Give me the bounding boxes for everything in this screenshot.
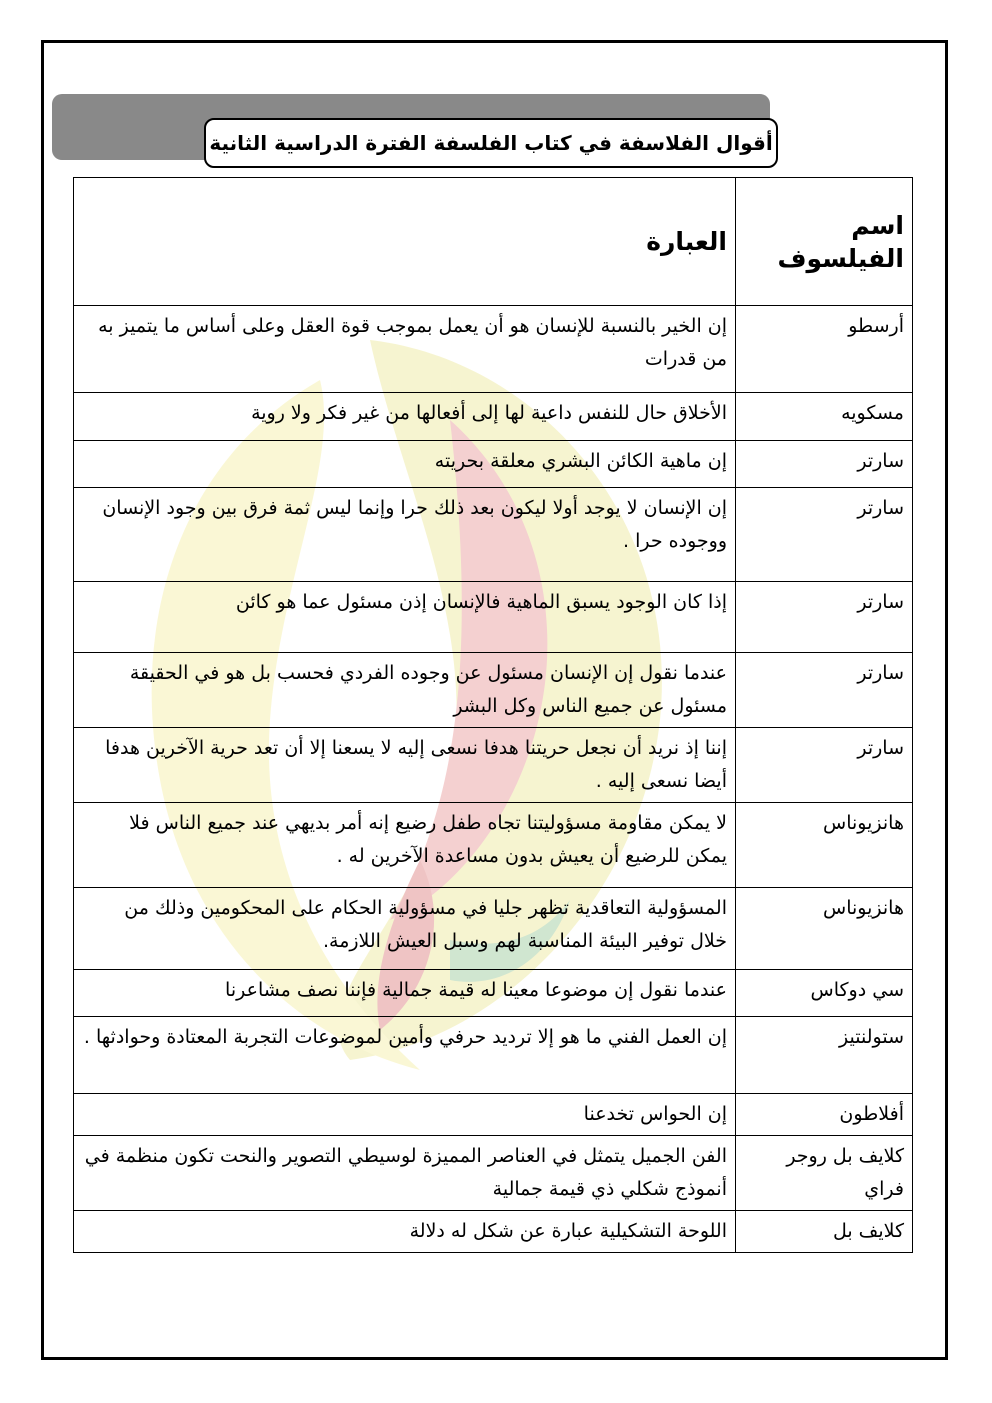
table-row [74, 488, 913, 582]
table-row [74, 441, 913, 488]
quote-text: عندما نقول إن الإنسان مسئول عن وجوده الفردي فحسب بل هو في الحقيقة مسئول عن جميع الناس وكل البشر [74, 653, 736, 728]
quote-text: إذا كان الوجود يسبق الماهية فالإنسان إذن مسئول عما هو كائن [74, 582, 736, 653]
quote-text: عندما نقول إن موضوعا معينا له قيمة جمالية فإننا نصف مشاعرنا [74, 970, 736, 1017]
quote-text: إننا إذ نريد أن نجعل حريتنا هدفا نسعى إليه لا يسعنا إلا أن تعد حرية الآخرين هدفا أيضا نسعى إليه . [74, 728, 736, 803]
page-title: أقوال الفلاسفة في كتاب الفلسفة الفترة الدراسية الثانية [204, 118, 778, 168]
philosopher-name: سارتر [736, 728, 913, 803]
philosopher-name: أرسطو [736, 306, 913, 393]
table-row [74, 393, 913, 441]
table-row [74, 1136, 913, 1211]
header-quote: العبارة [74, 178, 736, 306]
quote-text: إن ماهية الكائن البشري معلقة بحريته [74, 441, 736, 488]
table-row [74, 1017, 913, 1094]
table-row [74, 888, 913, 970]
philosopher-name: كلايف بل روجر فراي [736, 1136, 913, 1211]
philosopher-name: ستولنتيز [736, 1017, 913, 1094]
quote-text: اللوحة التشكيلية عبارة عن شكل له دلالة [74, 1211, 736, 1253]
quote-text: الأخلاق حال للنفس داعية لها إلى أفعالها من غير فكر ولا روية [74, 393, 736, 441]
quote-text: الفن الجميل يتمثل في العناصر المميزة لوسيطي التصوير والنحت تكون منظمة في أنموذج شكلي ذي قيمة جمالية [74, 1136, 736, 1211]
quote-text: لا يمكن مقاومة مسؤوليتنا تجاه طفل رضيع إنه أمر بديهي عند جميع الناس فلا يمكن للرضيع أن يعيش بدون مساعدة الآخرين له . [74, 803, 736, 888]
quote-text: إن الإنسان لا يوجد أولا ليكون بعد ذلك حرا وإنما ليس ثمة فرق بين وجود الإنسان ووجوده حرا . [74, 488, 736, 582]
quotes-table [73, 177, 913, 1253]
philosopher-name: سارتر [736, 653, 913, 728]
philosopher-name: كلايف بل [736, 1211, 913, 1253]
table-row [74, 970, 913, 1017]
table-row [74, 306, 913, 393]
quote-text: إن العمل الفني ما هو إلا ترديد حرفي وأمين لموضوعات التجربة المعتادة وحوادثها . [74, 1017, 736, 1094]
quote-text: إن الخير بالنسبة للإنسان هو أن يعمل بموجب قوة العقل وعلى أساس ما يتميز به من قدرات [74, 306, 736, 393]
table-row [74, 803, 913, 888]
philosopher-name: سي دوكاس [736, 970, 913, 1017]
table-row [74, 653, 913, 728]
table-row [74, 1094, 913, 1136]
philosopher-name: هانزيوناس [736, 803, 913, 888]
philosopher-name: أفلاطون [736, 1094, 913, 1136]
table-row [74, 582, 913, 653]
quote-text: المسؤولية التعاقدية تظهر جليا في مسؤولية الحكام على المحكومين وذلك من خلال توفير البيئة المناسبة لهم وسبل العيش اللازمة. [74, 888, 736, 970]
header-philosopher-name: اسم الفيلسوف [736, 178, 913, 306]
philosopher-name: مسكويه [736, 393, 913, 441]
philosopher-name: سارتر [736, 441, 913, 488]
table-row [74, 1211, 913, 1253]
philosopher-name: هانزيوناس [736, 888, 913, 970]
philosopher-name: سارتر [736, 488, 913, 582]
quote-text: إن الحواس تخدعنا [74, 1094, 736, 1136]
table-row [74, 728, 913, 803]
philosopher-name: سارتر [736, 582, 913, 653]
